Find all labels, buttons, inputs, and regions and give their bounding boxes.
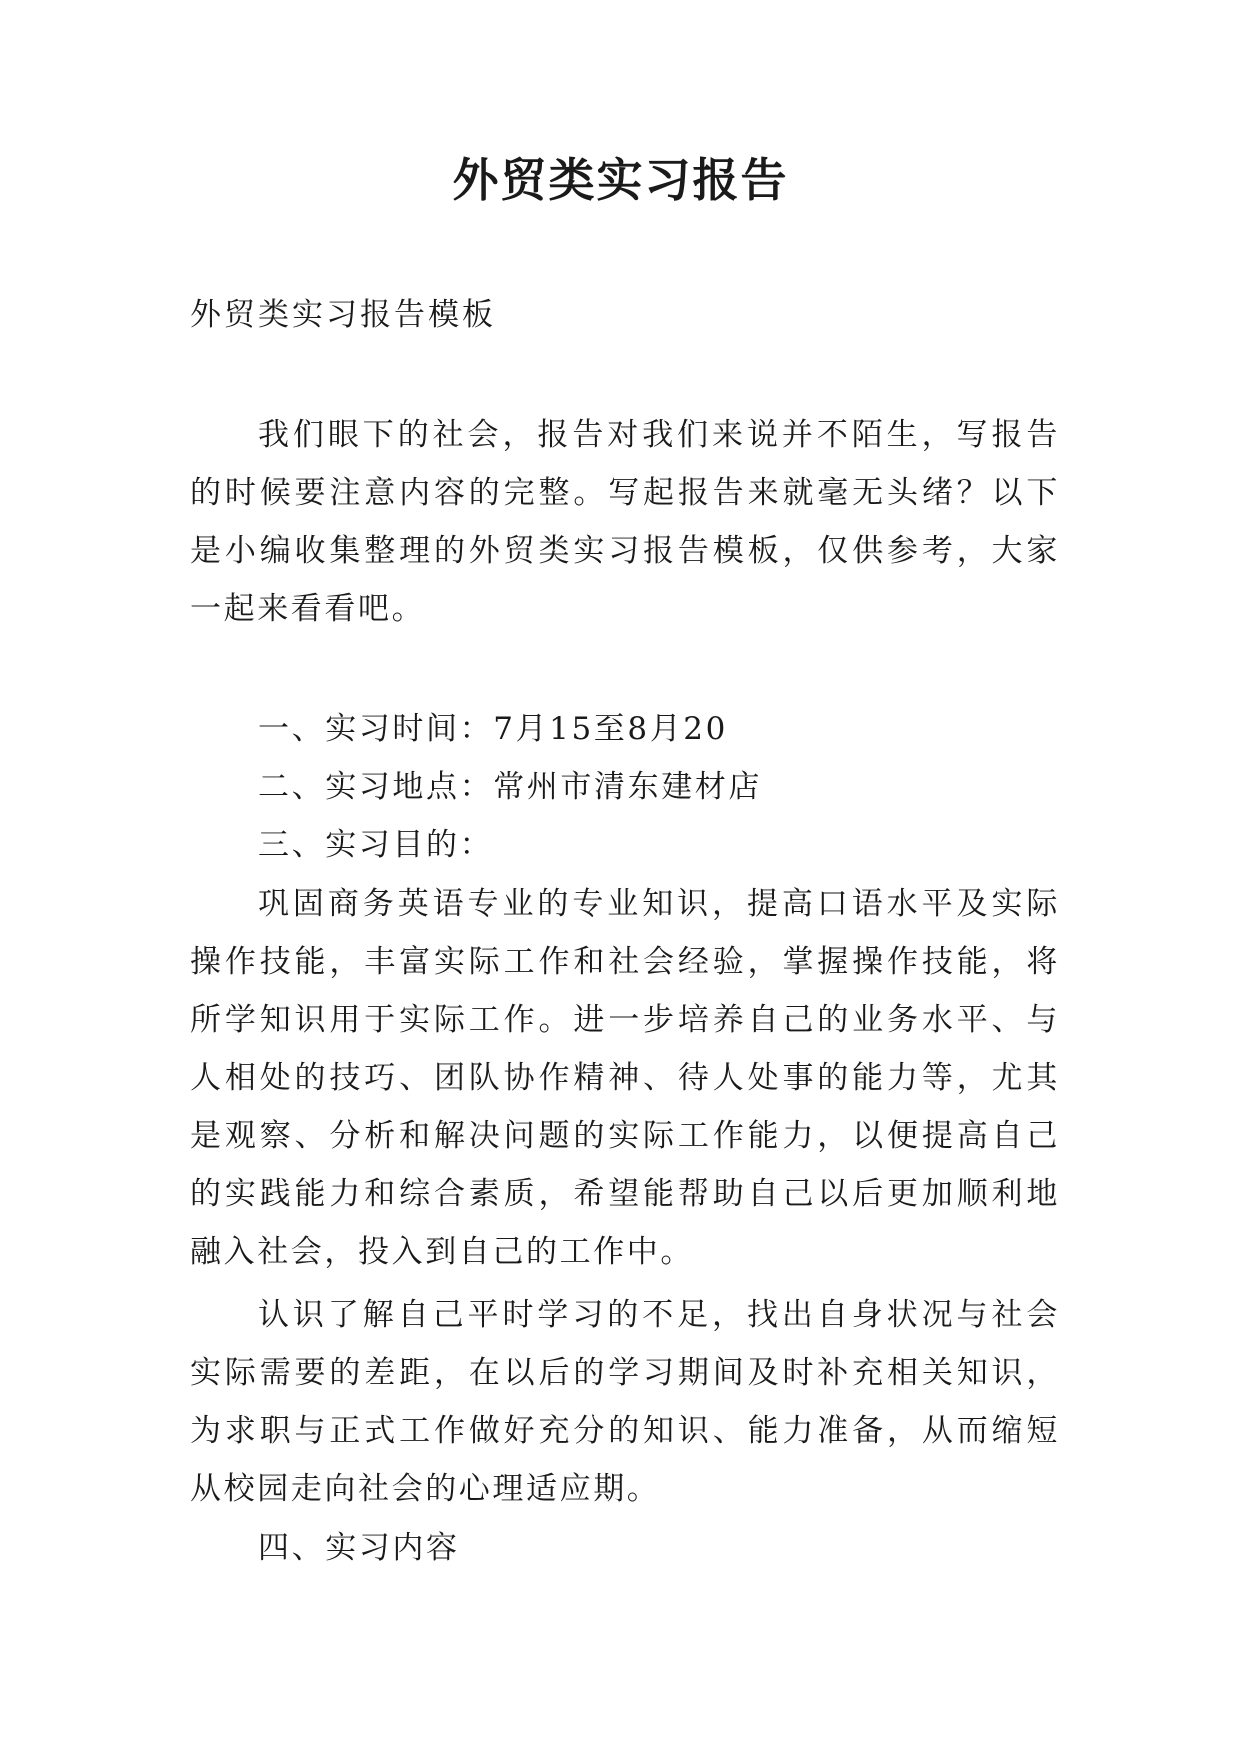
purpose-heading: 三、实习目的：: [258, 827, 494, 863]
document-title: 外贸类实习报告: [452, 153, 789, 207]
internship-time: 一、实习时间：7月15至8月20: [258, 711, 728, 747]
intro-paragraph: 我们眼下的社会，报告对我们来说并不陌生，写报告的时候要注意内容的完整。写起报告来就毫无头绪？以下是小编收集整理的外贸类实习报告模板，仅供参考，大家一起来看看吧。: [190, 417, 1060, 627]
purpose-paragraph-1: 巩固商务英语专业的专业知识，提高口语水平及实际操作技能，丰富实际工作和社会经验，掌握操作技能，将所学知识用于实际工作。进一步培养自己的业务水平、与人相处的技巧、团队协作精神、待人处事的能力等，尤其是观察、分析和解决问题的实际工作能力，以便提高自己的实践能力和综合素质，希望能帮助自己以后更加顺利地融入社会，投入到自己的工作中。: [190, 886, 1060, 1270]
internship-place: 二、实习地点：常州市清东建材店: [258, 769, 762, 805]
document-subtitle: 外贸类实习报告模板: [190, 297, 496, 333]
purpose-paragraph-2: 认识了解自己平时学习的不足，找出自身状况与社会实际需要的差距，在以后的学习期间及时补充相关知识，为求职与正式工作做好充分的知识、能力准备，从而缩短从校园走向社会的心理适应期。: [190, 1297, 1060, 1507]
content-heading: 四、实习内容: [258, 1530, 460, 1566]
